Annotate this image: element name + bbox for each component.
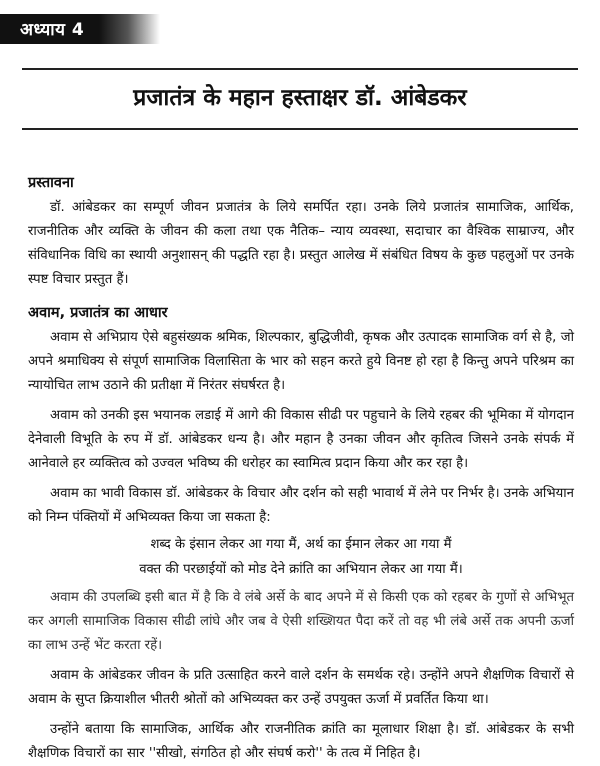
poem-line: शब्द के इंसान लेकर आ गया मैं, अर्थ का ईमान लेकर आ गया मैं xyxy=(150,537,452,552)
poem-line: वक्त की परछाईयों को मोड देने क्रांति का अभियान लेकर आ गया मैं। xyxy=(139,562,463,577)
paragraph: अवाम का भावी विकास डॉ. आंबेडकर के विचार और दर्शन को सही भावार्थ में लेने पर निर्भर है। उनके अभियान को निम्न पंक्तियों में अभिव्यक्त किया जा सकता है: xyxy=(28,486,574,525)
section-heading: प्रस्तावना xyxy=(28,175,74,191)
paragraph: अवाम के आंबेडकर जीवन के प्रति उत्साहित करने वाले दर्शन के समर्थक रहे। उन्होंने अपने शैक्षणिक विचारों से अवाम के सुप्त क्रियाशील भीतरी श्रोतों को अभिव्यक्त कर उन्हें उपयुक्त ऊर्जा में प्रवर्तित किया था। xyxy=(28,668,574,707)
paragraph: अवाम से अभिप्राय ऐसे बहुसंख्यक श्रमिक, शिल्पकार, बुद्धिजीवी, कृषक और उत्पादक सामाजिक वर्ग से है, जो अपने श्रमाधिक्य से संपूर्ण सामाजिक विलासिता के भार को सहन करते हुये विनष्ट हो रहा है किन्तु अपने परिश्रम का न्यायोचित लाभ उठाने की प्रतीक्षा में निरंतर संघर्षरत है। xyxy=(28,330,574,393)
chapter-label: अध्याय 4 xyxy=(20,20,85,40)
paragraph: उन्होंने बताया कि सामाजिक, आर्थिक और राजनीतिक क्रांति का मूलाधार शिक्षा है। डॉ. आंबेडकर के सभी शैक्षणिक विचारों का सार ''सीखो, संगठित हो और संघर्ष करो'' के तत्व में निहित है। xyxy=(28,722,574,761)
paragraph: डॉ. आंबेडकर का सम्पूर्ण जीवन प्रजातंत्र के लिये समर्पित रहा। उनके लिये प्रजातंत्र सामाजिक, आर्थिक, राजनीतिक और व्यक्ति के जीवन की कला तथा एक नैतिक– न्याय व्यवस्था, सदाचार का वैश्विक साम्राज्य, और संविधानिक विधि का स्थायी अनुशासन् की पद्धति रहा है। प्रस्तुत आलेख में संबंधित विषय के कुछ पहलुओं पर उनके स्पष्ट विचार प्रस्तुत हैं। xyxy=(28,200,574,287)
title-bottom-rule xyxy=(22,128,578,130)
article-body xyxy=(28,170,574,766)
title-top-rule xyxy=(22,68,578,70)
paragraph: अवाम की उपलब्धि इसी बात में है कि वे लंबे अर्से के बाद अपने में से किसी एक को रहबर के गुणों से अभिभूत कर अगली सामाजिक विकास सीढी लांघे और जब वे ऐसी शख्शियत पैदा करें तो वह भी लंबे अर्से तक अपनी ऊर्जा का लाभ उन्हें भेंट करता रहें। xyxy=(28,590,574,653)
section-heading: अवाम, प्रजातंत्र का आधार xyxy=(28,305,168,321)
paragraph: अवाम को उनकी इस भयानक लडाई में आगे की विकास सीढी पर पहुचाने के लिये रहबर की भूमिका में योगदान देनेवाली विभूति के रुप में डॉ. आंबेडकर धन्य है। और महान है उनका जीवन और कृतित्व जिसने उनके संपर्क में आनेवाले हर व्यक्तित्व को उज्वल भविष्य की धरोहर का स्वामित्व प्रदान किया और कर रहा है। xyxy=(28,408,574,471)
page-title: प्रजातंत्र के महान हस्ताक्षर डॉ. आंबेडकर xyxy=(133,85,467,111)
poem-block xyxy=(28,532,574,582)
